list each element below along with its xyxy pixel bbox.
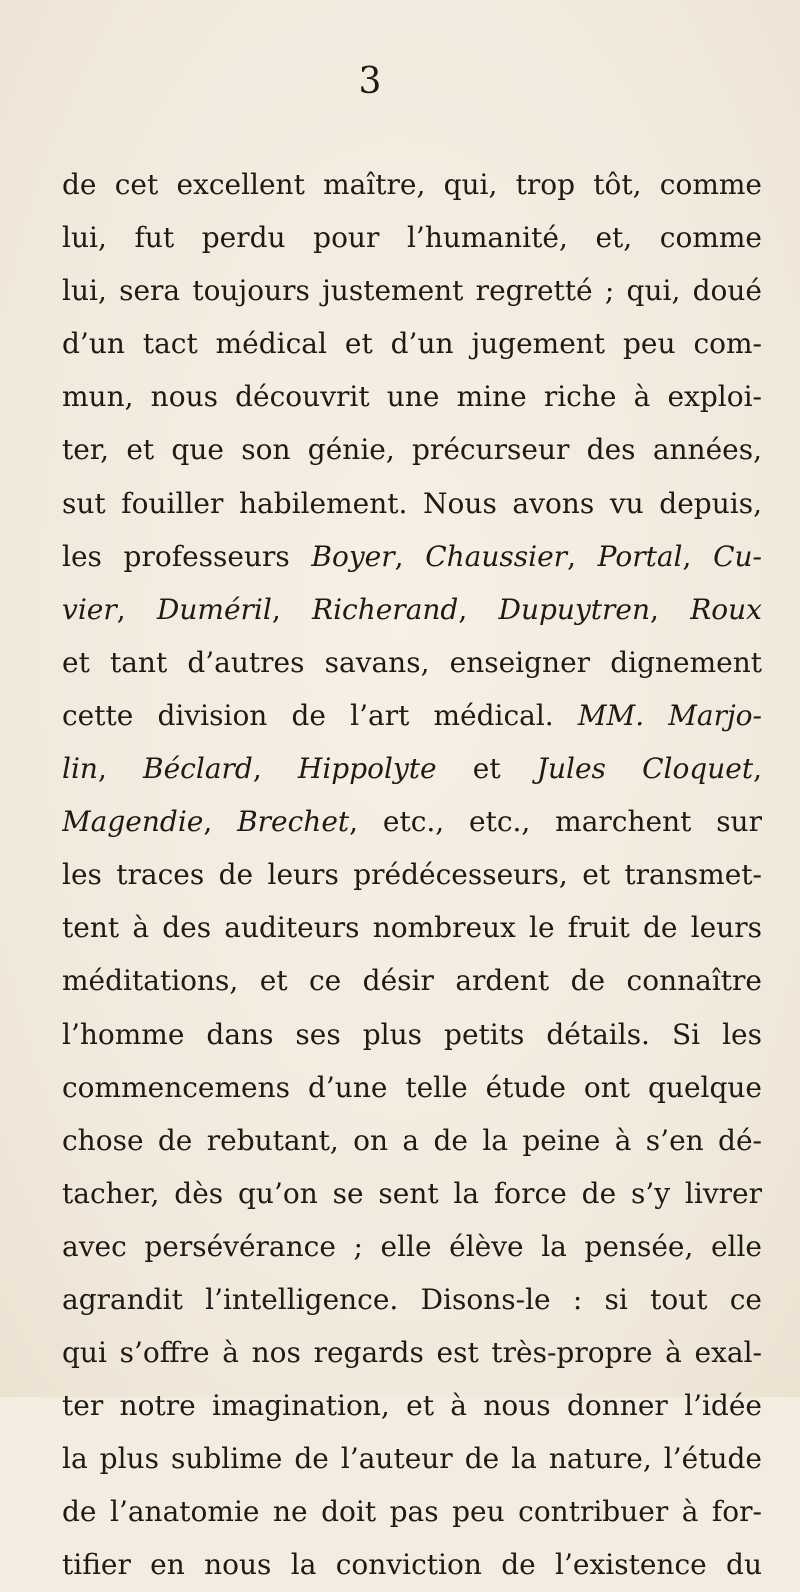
text-line: [62, 1432, 762, 1485]
text-line: [62, 848, 762, 901]
text-segment: ,: [271, 592, 312, 626]
body-text: [62, 158, 762, 1592]
text-segment: ,: [203, 805, 238, 839]
text-segment: ,: [458, 592, 499, 626]
text-segment: de l’anatomie ne doit pas peu contribuer à for-: [62, 1495, 762, 1529]
italic-name: Hippolyte: [297, 752, 437, 786]
text-segment: agrandit l’intelligence. Disons-le : si tout ce: [62, 1282, 762, 1316]
text-line: [62, 1061, 762, 1114]
text-line: [62, 1538, 762, 1591]
text-segment: ter notre imagination, et à nous donner l’idée: [62, 1389, 762, 1423]
italic-name: MM. Marjo-: [577, 698, 762, 732]
text-segment: avec persévérance ; elle élève la pensée, elle: [62, 1229, 762, 1263]
text-line: [62, 1114, 762, 1167]
text-line: [62, 1326, 762, 1379]
text-segment: lui, fut perdu pour l’humanité, et, comme: [62, 221, 762, 255]
text-segment: ,: [567, 539, 598, 573]
italic-name: Boyer: [311, 539, 395, 573]
text-segment: ,: [252, 752, 298, 786]
italic-name: Richerand: [311, 592, 459, 626]
text-line: [62, 317, 762, 370]
text-line: [62, 264, 762, 317]
text-line: [62, 1485, 762, 1538]
text-segment: mun, nous découvrit une mine riche à exploi-: [62, 380, 762, 414]
italic-name: Dupuytren: [498, 592, 651, 626]
text-line: [62, 689, 762, 742]
italic-name: Roux: [690, 592, 762, 626]
text-line: [62, 636, 762, 689]
text-segment: lui, sera toujours justement regretté ; qui, doué: [62, 274, 762, 308]
text-line: [62, 211, 762, 264]
text-segment: cette division de l’art médical.: [62, 698, 578, 732]
text-segment: tacher, dès qu’on se sent la force de s’y livrer: [62, 1176, 762, 1210]
text-segment: et: [436, 752, 537, 786]
text-segment: d’un tact médical et d’un jugement peu com-: [62, 327, 762, 361]
text-segment: ter, et que son génie, précurseur des années,: [62, 433, 762, 467]
text-line: [62, 1008, 762, 1061]
text-segment: ,: [682, 539, 714, 573]
text-line: [62, 423, 762, 476]
text-segment: ,: [650, 592, 691, 626]
italic-name: Magendie: [62, 805, 204, 839]
italic-name: Béclard: [143, 752, 253, 786]
text-line: [62, 1220, 762, 1273]
italic-name: Jules Cloquet: [536, 752, 754, 786]
italic-name: Brechet: [237, 805, 350, 839]
italic-name: Duméril: [156, 592, 272, 626]
italic-name: Chaussier: [425, 539, 568, 573]
text-segment: ,: [394, 539, 426, 573]
text-line: [62, 530, 762, 583]
text-line: [62, 795, 762, 848]
text-line: [62, 742, 762, 795]
text-segment: et tant d’autres savans, enseigner dignement: [62, 645, 762, 679]
text-line: [62, 901, 762, 954]
italic-name: lin: [62, 752, 98, 786]
text-segment: ,: [116, 592, 157, 626]
text-line: [62, 477, 762, 530]
text-line: [62, 954, 762, 1007]
italic-name: Portal: [597, 539, 683, 573]
text-segment: les professeurs: [62, 539, 312, 573]
text-segment: ,: [753, 752, 762, 786]
italic-name: Cu-: [713, 539, 762, 573]
text-segment: sut fouiller habilement. Nous avons vu depuis,: [62, 486, 762, 520]
text-line: [62, 1167, 762, 1220]
text-segment: la plus sublime de l’auteur de la nature, l’étude: [62, 1442, 762, 1476]
text-segment: commencemens d’une telle étude ont quelque: [62, 1070, 762, 1104]
text-line: [62, 370, 762, 423]
text-segment: tifier en nous la conviction de l’existence du: [62, 1548, 762, 1582]
text-segment: les traces de leurs prédécesseurs, et transmet-: [62, 858, 762, 892]
text-segment: tent à des auditeurs nombreux le fruit de leurs: [62, 911, 762, 945]
text-segment: l’homme dans ses plus petits détails. Si les: [62, 1017, 762, 1051]
text-line: [62, 583, 762, 636]
text-segment: ,: [97, 752, 144, 786]
text-segment: méditations, et ce désir ardent de connaître: [62, 964, 762, 998]
page-number: 3: [358, 61, 382, 102]
text-line: [62, 1379, 762, 1432]
text-segment: de cet excellent maître, qui, trop tôt, comme: [62, 168, 762, 201]
text-segment: qui s’offre à nos regards est très-propre à exal-: [62, 1336, 762, 1370]
text-segment: , etc., etc., marchent sur: [349, 805, 762, 839]
text-line: [62, 158, 762, 211]
italic-name: vier: [62, 592, 117, 626]
text-line: [62, 1273, 762, 1326]
text-segment: chose de rebutant, on a de la peine à s’en dé-: [62, 1123, 762, 1157]
